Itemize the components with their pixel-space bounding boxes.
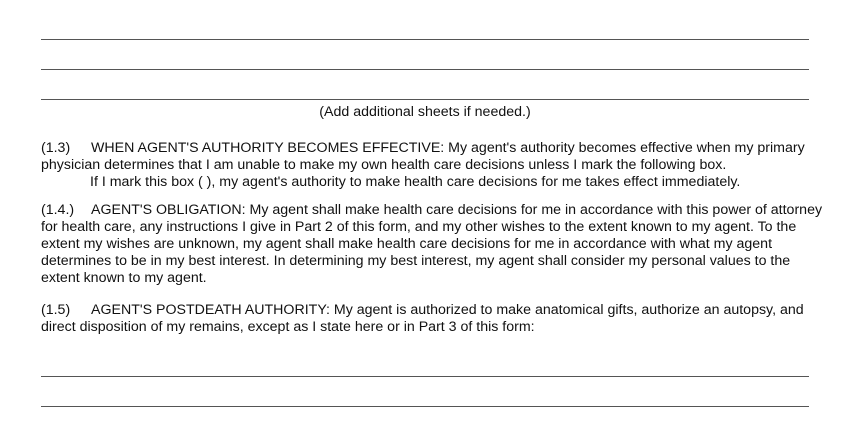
section-1-5-number: (1.5) xyxy=(41,302,71,318)
section-1-3-number: (1.3) xyxy=(41,140,71,156)
additional-sheets-note: (Add additional sheets if needed.) xyxy=(319,104,531,120)
section-1-3-line-1 xyxy=(41,140,805,157)
blank-line-4[interactable] xyxy=(41,376,809,377)
section-1-4-heading-text: AGENT'S OBLIGATION: My agent shall make health care decisions for me in accordance with this power of attorney xyxy=(91,202,823,218)
section-1-4-line-2: for health care, any instructions I give in Part 2 of this form, and my other wishes to the extent known to my agent. To the xyxy=(41,219,797,235)
section-1-3-line-2: physician determines that I am unable to make my own health care decisions unless I mark the following box. xyxy=(41,157,727,173)
blank-line-2[interactable] xyxy=(41,69,809,70)
section-1-4-line-1 xyxy=(41,202,822,219)
section-1-4-number: (1.4.) xyxy=(41,202,75,218)
section-1-5-line-2: direct disposition of my remains, except as I state here or in Part 3 of this form: xyxy=(41,319,535,335)
section-1-3-heading-text: WHEN AGENT'S AUTHORITY BECOMES EFFECTIVE: My agent's authority becomes effective when my primary xyxy=(91,140,805,156)
section-1-4-line-4: determines to be in my best interest. In determining my best interest, my agent shall consider my personal values to the xyxy=(41,253,791,269)
section-1-5-heading-text: AGENT'S POSTDEATH AUTHORITY: My agent is authorized to make anatomical gifts, authorize an autopsy, and xyxy=(91,302,804,318)
section-1-4-line-3: extent my wishes are unknown, my agent shall make health care decisions for me in accordance with what my agent xyxy=(41,236,773,252)
blank-line-3[interactable] xyxy=(41,99,809,100)
blank-line-5[interactable] xyxy=(41,406,809,407)
section-1-4-line-5: extent known to my agent. xyxy=(41,270,207,286)
section-1-5-line-1 xyxy=(41,302,804,319)
section-1-3-checkbox-line[interactable]: If I mark this box ( ), my agent's authority to make health care decisions for me takes effect immediately. xyxy=(90,174,741,190)
blank-line-1[interactable] xyxy=(41,39,809,40)
